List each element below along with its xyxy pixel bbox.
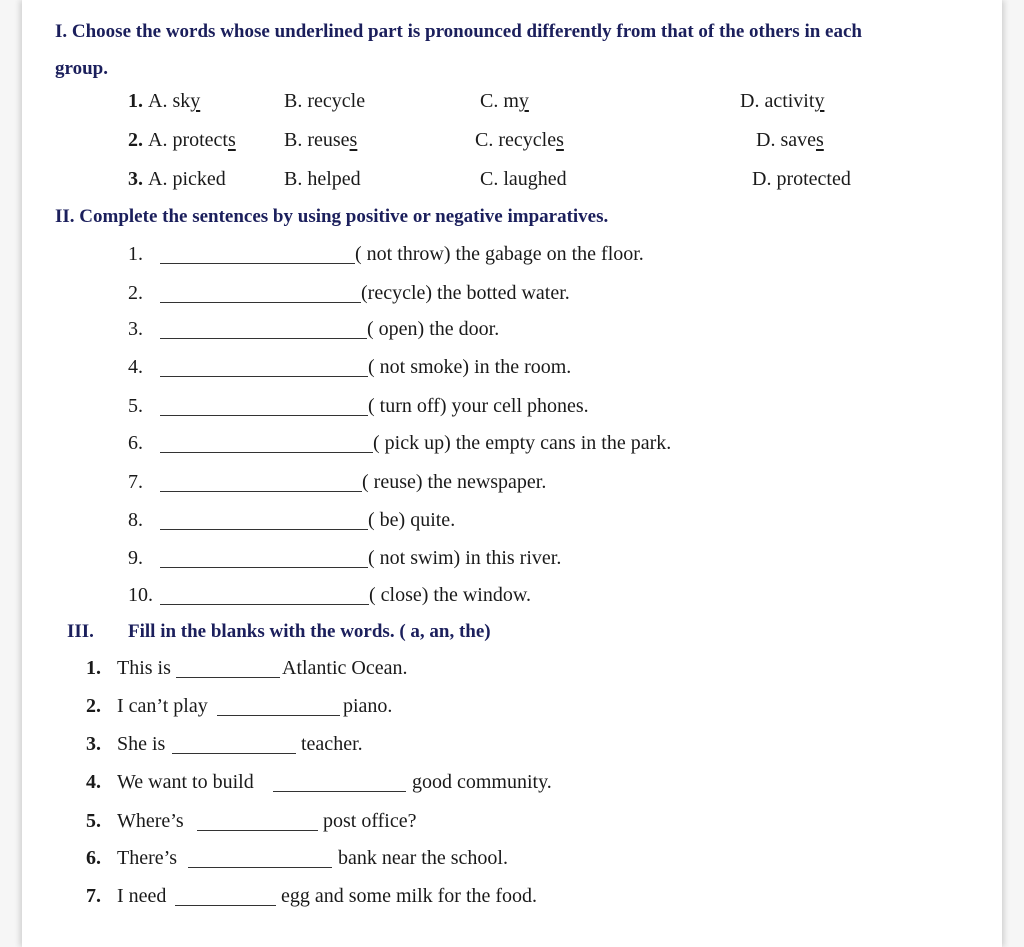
section1-title-line1: I. Choose the words whose underlined part is pronounced differently from that of the others in each	[55, 21, 862, 42]
option-underlined-part: y	[190, 90, 201, 112]
section2-item-text: ( close) the window.	[369, 584, 531, 606]
option-text: A. sk	[148, 90, 191, 112]
section1-option-d	[756, 129, 824, 152]
section3-item-prefix: Where’s	[117, 810, 184, 832]
section3-item-suffix: post office?	[323, 810, 417, 832]
answer-blank[interactable]	[160, 399, 368, 416]
section2-item-number: 3.	[128, 318, 143, 340]
answer-blank[interactable]	[160, 286, 361, 303]
option-text: C. m	[480, 90, 519, 112]
section2-item-number: 1.	[128, 243, 143, 265]
option-underlined-part: s	[227, 129, 236, 151]
section2-item-text: ( turn off) your cell phones.	[368, 395, 589, 417]
answer-blank[interactable]	[160, 247, 355, 264]
section1-option-d	[752, 168, 851, 191]
option-text: D. activit	[740, 90, 815, 112]
section3-title: Fill in the blanks with the words. ( a, an, the)	[128, 621, 491, 642]
section3-item-suffix: piano.	[343, 695, 393, 717]
section1-title-line2: group.	[55, 58, 108, 79]
option-underlined-part: s	[556, 129, 564, 151]
option-text: A. protect	[148, 129, 228, 151]
section3-item-prefix: We want to build	[117, 771, 254, 793]
answer-blank[interactable]	[160, 588, 369, 605]
section1-row-number: 3.	[128, 168, 143, 190]
answer-blank[interactable]	[273, 775, 406, 792]
section3-item-prefix: There’s	[117, 847, 177, 869]
option-text: D. protected	[752, 168, 851, 190]
answer-blank[interactable]	[160, 436, 373, 453]
section3-item-number: 5.	[86, 810, 101, 832]
option-text: C. laughed	[480, 168, 567, 190]
section3-item-prefix: She is	[117, 733, 166, 755]
section3-item-suffix: Atlantic Ocean.	[282, 657, 408, 679]
section2-title: II. Complete the sentences by using positive or negative imparatives.	[55, 206, 609, 227]
option-underlined-part: y	[814, 90, 825, 112]
section2-item-number: 8.	[128, 509, 143, 531]
answer-blank[interactable]	[160, 513, 368, 530]
answer-blank[interactable]	[176, 661, 280, 678]
option-text: B. reuse	[284, 129, 350, 151]
answer-blank[interactable]	[175, 889, 276, 906]
section2-item-text: ( pick up) the empty cans in the park.	[373, 432, 672, 454]
section3-title-number: III.	[67, 621, 94, 642]
section2-item-text: ( open) the door.	[367, 318, 500, 340]
section2-item-text: ( reuse) the newspaper.	[362, 471, 547, 493]
section2-item-number: 10.	[128, 584, 153, 606]
section1-option-c	[475, 129, 564, 152]
section2-item-text: (recycle) the botted water.	[361, 282, 570, 304]
section3-item-suffix: teacher.	[301, 733, 363, 755]
option-underlined-part: y	[518, 90, 529, 112]
section3-item-number: 2.	[86, 695, 101, 717]
section1-option-c	[480, 168, 567, 191]
section2-item-number: 9.	[128, 547, 143, 569]
section2-item-number: 4.	[128, 356, 143, 378]
section3-item-number: 1.	[86, 657, 101, 679]
page-margin-left	[0, 0, 22, 947]
section1-row-number: 1.	[128, 90, 143, 112]
section1-option-b	[284, 168, 361, 191]
answer-blank[interactable]	[160, 360, 368, 377]
section3-item-number: 3.	[86, 733, 101, 755]
option-underlined-part: s	[815, 129, 824, 151]
section2-item-text: ( not swim) in this river.	[368, 547, 562, 569]
section2-item-number: 6.	[128, 432, 143, 454]
answer-blank[interactable]	[160, 322, 367, 339]
section3-item-suffix: good community.	[412, 771, 552, 793]
section3-item-prefix: I need	[117, 885, 167, 907]
section1-option-a	[148, 168, 226, 191]
option-text: B. helped	[284, 168, 361, 190]
section2-item-number: 2.	[128, 282, 143, 304]
option-text: C. recycle	[475, 129, 557, 151]
section1-option-b	[284, 129, 357, 152]
section3-item-suffix: egg and some milk for the food.	[281, 885, 538, 907]
answer-blank[interactable]	[160, 551, 368, 568]
section1-option-a	[148, 129, 236, 152]
section1-option-b	[284, 90, 365, 113]
option-text: A. picked	[148, 168, 226, 190]
section3-item-number: 6.	[86, 847, 101, 869]
section3-item-suffix: bank near the school.	[338, 847, 508, 869]
section3-item-prefix: This is	[117, 657, 171, 679]
section2-item-text: ( not throw) the gabage on the floor.	[355, 243, 644, 265]
section3-item-prefix: I can’t play	[117, 695, 208, 717]
option-text: D. save	[756, 129, 816, 151]
answer-blank[interactable]	[188, 851, 332, 868]
section2-item-text: ( not smoke) in the room.	[368, 356, 572, 378]
section1-option-c	[480, 90, 529, 113]
answer-blank[interactable]	[197, 814, 318, 831]
section1-row-number: 2.	[128, 129, 143, 151]
section1-option-d	[740, 90, 824, 113]
answer-blank[interactable]	[217, 699, 340, 716]
section2-item-number: 7.	[128, 471, 143, 493]
option-text: B. recycle	[284, 90, 366, 112]
answer-blank[interactable]	[172, 737, 296, 754]
section2-item-number: 5.	[128, 395, 143, 417]
option-underlined-part: s	[349, 129, 358, 151]
section1-option-a	[148, 90, 200, 113]
page-margin-right	[1002, 0, 1024, 947]
section2-item-text: ( be) quite.	[368, 509, 456, 531]
answer-blank[interactable]	[160, 475, 362, 492]
section3-item-number: 4.	[86, 771, 101, 793]
section3-item-number: 7.	[86, 885, 101, 907]
